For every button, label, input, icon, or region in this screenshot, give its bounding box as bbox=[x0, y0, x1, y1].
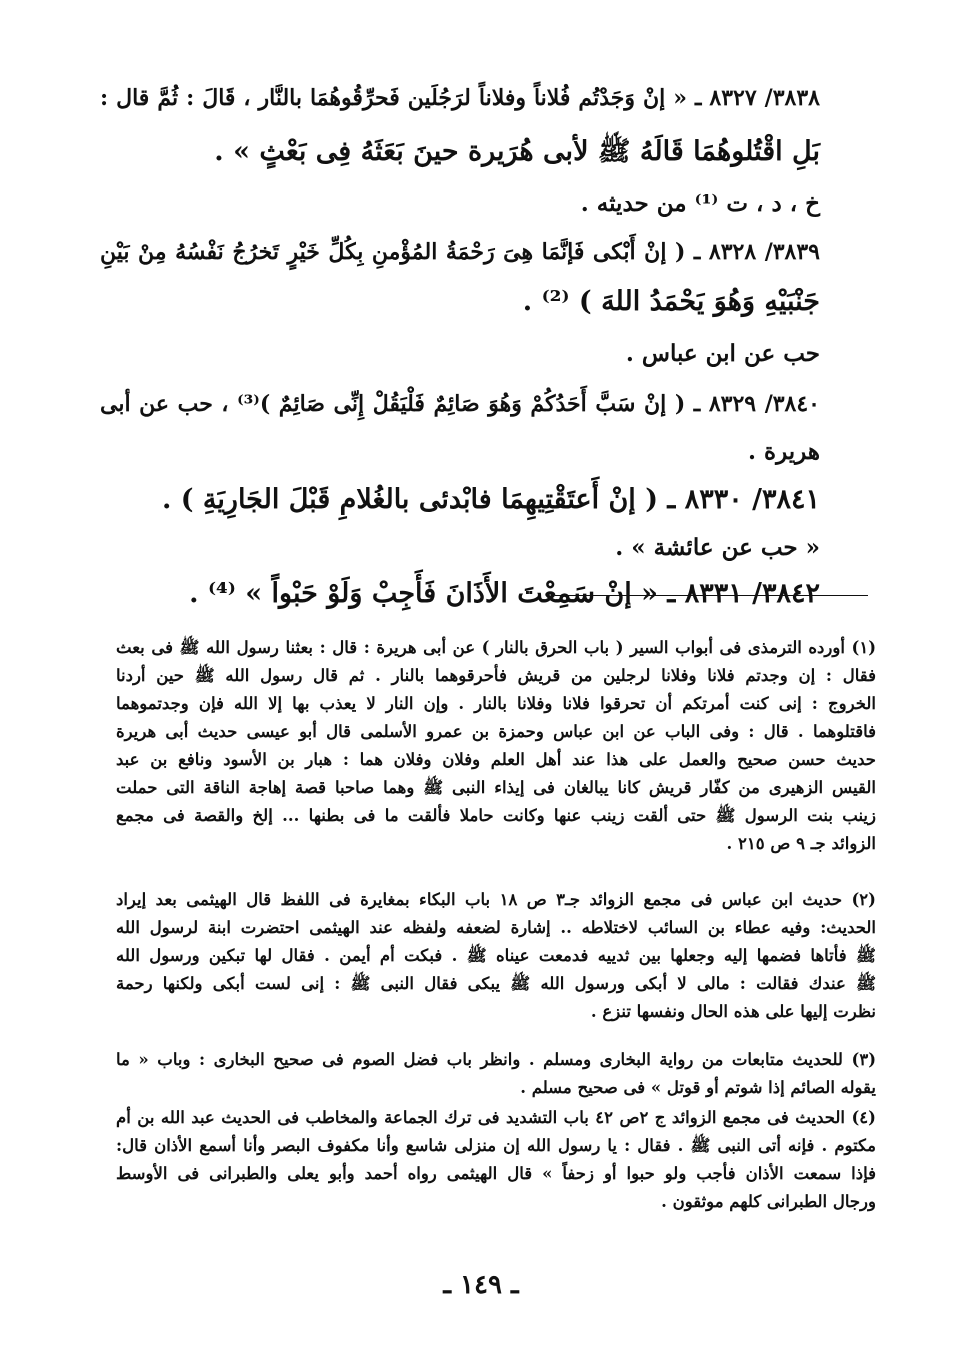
footnote-1-line: فاقتلوهما . قال : وفى الباب عن ابن عباس وحمزة بن عمرو الأسلمى قال أبو عيسى حديث أبى هريرة bbox=[116, 722, 876, 741]
hadith-3838-source: خ ، د ، ت ⁽¹⁾ من حديثه . bbox=[580, 190, 820, 217]
footnote-2-line: الحديث: وفيه عطاء بن السائب لاختلاطه .. إشارة لضعفه ولفظه عند الهيثمى احتضرت ابنة لرسول الله bbox=[116, 918, 876, 937]
page-number: ـ ١٤٩ ـ bbox=[443, 1270, 519, 1300]
hadith-3841: ٣٨٤١/ ٨٣٣٠ ـ ( إنْ أَعتَقْتِيهِمَا فابْدئى بالغُلامِ قَبْلَ الجَارِيَةِ ) . bbox=[161, 484, 820, 515]
footnote-4-line: (٤) الحديث فى مجمع الزوائد ج ٢ص ٤٢ باب التشديد فى ترك الجماعة والمخاطب فى الحديث عبد الله بن أم bbox=[116, 1108, 876, 1127]
hadith-3838-line-1: ٣٨٣٨/ ٨٣٢٧ ـ « إنْ وَجَدْتُم فُلاناً وفلاناً لرَجُلَين فَحرِّقُوهُمَا بالنَّار ، قَالَ : ثُمَّ قال : bbox=[100, 85, 820, 111]
footnote-1-line: القيس الزهيرى من كفّار قريش كانا يبالغان فى إيذاء النبى ﷺ وهما صاحبا قصة إهاجة الناقة التى حملت bbox=[116, 778, 876, 797]
hadith-3842: ٣٨٤٢/ ٨٣٣١ ـ « إنْ سَمِعْتَ الأَذَانَ فَأَجِبْ وَلَوْ حَبْواً » ⁽⁴⁾ . bbox=[189, 578, 820, 609]
hadith-3839-source: حب عن ابن عباس . bbox=[625, 340, 820, 367]
footnote-4-line: فإذا سمعت الأذان فأجب ولو حبوا أو زحفاً » قال الهيثمى رواه أحمد وأبو يعلى والطبرانى فى الأوسط bbox=[116, 1164, 876, 1183]
footnote-2-line: (٢) حديث ابن عباس فى مجمع الزوائد جـ٣ ص ١٨ باب البكاء بمغايرة فى اللفظ قال الهيثمى بعد إيراد bbox=[116, 890, 876, 909]
hadith-3841-source: « حب عن عائشة » . bbox=[615, 534, 820, 561]
footnote-1-line: زينب بنت الرسول ﷺ حتى ألقت زينب عنها وكانت حاملا فألقت ما فى بطنها ... إلخ والقصة فى مجمع bbox=[116, 806, 876, 825]
footnote-1-line: الزوائد جـ ٩ ص ٢١٥ . bbox=[726, 834, 876, 853]
footnote-2-line: ﷺ عندك فقالت : مالى لا أبكى ورسول الله ﷺ يبكى فقال النبى ﷺ : إنى لست أبكى ولكنها رحمة bbox=[116, 974, 876, 993]
footnote-1-line: الخروج : إنى كنت أمرتكم أن تحرقوا فلانا وفلانا بالنار . وإن النار لا يعذب بها إلا الله فإن وجدتموهما bbox=[116, 694, 876, 713]
footnote-4-line: مكتوم . فإنه أتى النبى ﷺ . فقال : يا رسول الله إن منزلى شاسع وأنا مكفوف البصر وأنا أسمع الأذان قال: bbox=[116, 1136, 876, 1155]
footnote-1-line: فقال : إن وجدتم فلانا وفلانا لرجلين من قريش فأحرقوهما بالنار . ثم قال رسول الله ﷺ حين أردنا bbox=[116, 666, 876, 685]
footnote-1-line: (١) أورده الترمذى فى أبواب السير ( باب الحرق بالنار ) عن أبى هريرة : قال : بعثنا رسول الله ﷺ فى بعث bbox=[116, 638, 876, 657]
footnote-4-line: ورجال الطبرانى كلهم موثقون . bbox=[661, 1192, 876, 1211]
footnote-1-line: حديث حسن صحيح والعمل على هذا عند أهل العلم وفلان وفلان هما : هبار بن الأسود ونافع بن عبد bbox=[116, 750, 876, 769]
footnote-3-line: (٣) للحديث متابعات من رواية البخارى ومسلم . وانظر باب فضل الصوم فى صحيح البخارى : وباب « ما bbox=[116, 1050, 876, 1069]
footnote-3-line: يقوله الصائم إذا شوتم أو قوتل » فى صحيح مسلم . bbox=[520, 1078, 876, 1097]
footnote-separator bbox=[555, 595, 868, 596]
footnote-2-line: نظرت إليها على هذه الحال ونفسها تنزع . bbox=[590, 1002, 876, 1021]
hadith-3840-line-1: ٣٨٤٠/ ٨٣٢٩ ـ ( إنْ سَبَّ أَحَدُكُمْ وَهُوَ صَائِمٌ فَلْيَقُلْ إِنِّى صَائِمٌ )⁽³⁾ ، حب عن أبى bbox=[100, 391, 820, 417]
footnote-2-line: ﷺ فأتاها فضمها إليه وجعلها بين ثدييه فدمعت عيناه ﷺ . فبكت أم أيمن . فقال لها تبكين ورسول الله bbox=[116, 946, 876, 965]
hadith-3838-line-2: بَلِ اقْتُلوهُمَا قَالَهُ ﷺ لأبى هُرَيرة حينَ بَعَثَهُ فِى بَعْثٍ » . bbox=[214, 136, 820, 167]
hadith-3839-line-2: جَنْبَيْهِ وَهُوَ يَحْمَدُ اللهَ ) ⁽²⁾ . bbox=[522, 286, 820, 317]
hadith-3840-line-2: هريرة . bbox=[748, 438, 820, 465]
hadith-3839-line-1: ٣٨٣٩/ ٨٣٢٨ ـ ( إنْ أَبْكى فَإنَّمَا هِىَ رَحْمَةُ المُؤْمنِ بِكُلِّ خَيْرٍ تَخرُجُ نَفْسُهُ مِنْ بَيْنِ bbox=[100, 239, 820, 265]
